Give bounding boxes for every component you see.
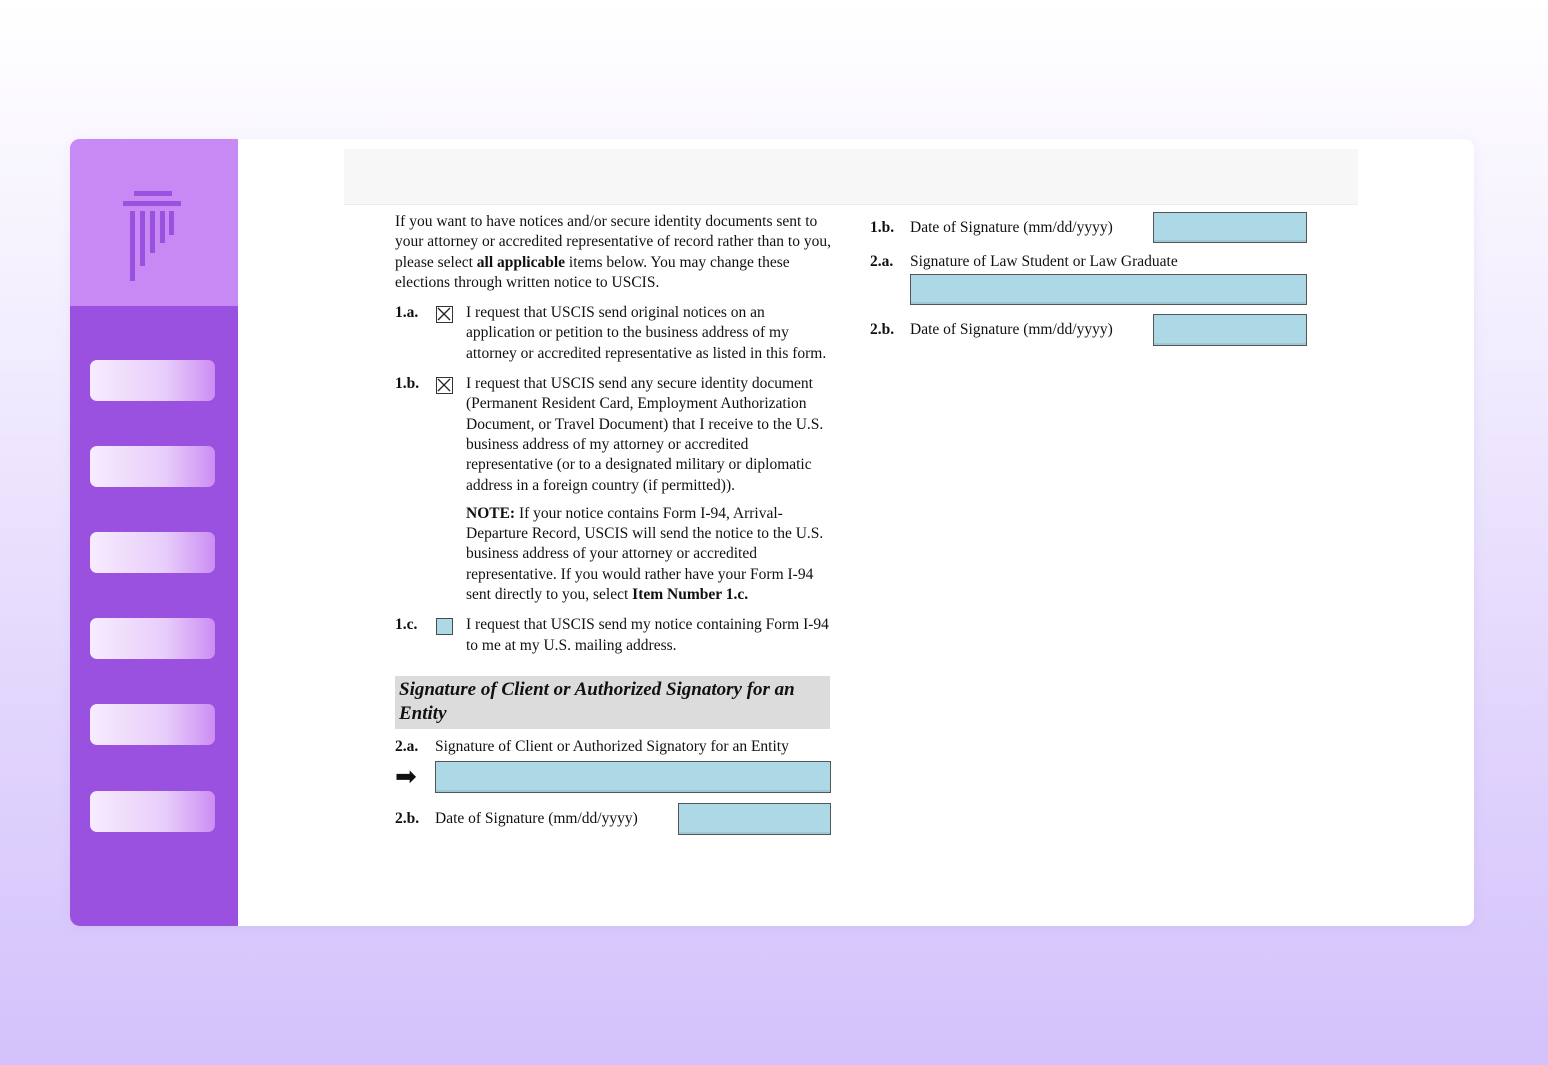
right-date-row-2 [870, 314, 1310, 346]
item-1a [395, 303, 835, 364]
field-number: 2.a. [870, 253, 894, 270]
checkbox-1b[interactable] [436, 377, 453, 394]
client-date-input[interactable] [678, 803, 831, 835]
section-heading-client-signature: Signature of Client or Authorized Signatory for an Entity [395, 676, 830, 729]
client-date-row [395, 803, 835, 837]
intro-text-bold: all applicable [476, 253, 566, 271]
intro-text [395, 212, 835, 293]
note-text [395, 504, 835, 605]
pillar-logo-icon [120, 187, 184, 283]
field-number: 2.b. [395, 809, 420, 827]
checked-x-icon [437, 307, 451, 321]
field-label: Date of Signature (mm/dd/yyyy) [910, 321, 1113, 338]
checkbox-1a[interactable] [436, 306, 453, 323]
sidebar-item-5[interactable] [90, 704, 215, 745]
client-signature-row [395, 761, 835, 795]
item-1b [395, 374, 835, 496]
checkbox-1c[interactable] [436, 618, 453, 635]
sidebar-item-2[interactable] [90, 446, 215, 487]
field-label: Date of Signature (mm/dd/yyyy) [910, 219, 1113, 236]
sidebar-item-4[interactable] [90, 618, 215, 659]
date-of-signature-input-2b[interactable] [1153, 314, 1307, 346]
law-student-label-row [870, 252, 1310, 274]
sidebar [70, 139, 238, 926]
item-text: I request that USCIS send my notice containing Form I-94 to me at my U.S. mailing address. [466, 616, 829, 654]
left-column [395, 212, 835, 837]
sidebar-item-6[interactable] [90, 791, 215, 832]
field-number: 2.a. [395, 737, 419, 755]
intro-text-part2: items below. You may change these elections through written notice to USCIS. [395, 253, 790, 291]
item-number: 1.b. [395, 375, 420, 393]
item-text: I request that USCIS send original notices on an application or petition to the business address of my attorney or accredited representative as listed in this form. [466, 304, 827, 362]
intro-text-part1: If you want to have notices and/or secure identity documents sent to your attorney or accredited representative of record rather than to you, please select [395, 213, 831, 271]
checked-x-icon [437, 378, 451, 392]
item-text: I request that USCIS send any secure identity document (Permanent Resident Card, Employment Authorization Document, or Travel Document) that I receive to the U.S. business address of my attorney or accredited representative (or to a designated military or diplomatic address in a foreign country (if permitted)). [466, 375, 824, 494]
field-label: Date of Signature (mm/dd/yyyy) [435, 809, 638, 827]
law-student-signature-row [870, 274, 1310, 305]
item-number: 1.a. [395, 304, 419, 322]
field-number: 1.b. [870, 219, 895, 236]
note-bold-tail: Item Number 1.c. [632, 586, 749, 604]
sidebar-item-1[interactable] [90, 360, 215, 401]
field-number: 2.b. [870, 321, 895, 338]
item-number: 1.c. [395, 616, 418, 634]
right-column [870, 212, 1310, 346]
note-body: If your notice contains Form I-94, Arrival-Departure Record, USCIS will send the notice to the U.S. business address of your attorney or accredited representative. If you would rather have your Form I-94 sent directly to you, select [466, 504, 824, 604]
app-window [70, 139, 1474, 926]
client-signature-input[interactable] [435, 761, 831, 793]
field-label: Signature of Law Student or Law Graduate [910, 253, 1178, 270]
item-1c [395, 615, 835, 656]
note-label: NOTE: [466, 504, 516, 522]
law-student-signature-input[interactable] [910, 274, 1307, 305]
right-arrow-icon: ➡ [395, 761, 417, 791]
date-of-signature-input-1b[interactable] [1153, 212, 1307, 243]
document-toolbar [344, 149, 1358, 205]
field-label: Signature of Client or Authorized Signatory for an Entity [435, 737, 789, 755]
client-signature-label-row [395, 737, 835, 759]
right-date-row-1 [870, 212, 1310, 244]
sidebar-header [70, 139, 238, 306]
document-area [238, 139, 1474, 926]
sidebar-item-3[interactable] [90, 532, 215, 573]
